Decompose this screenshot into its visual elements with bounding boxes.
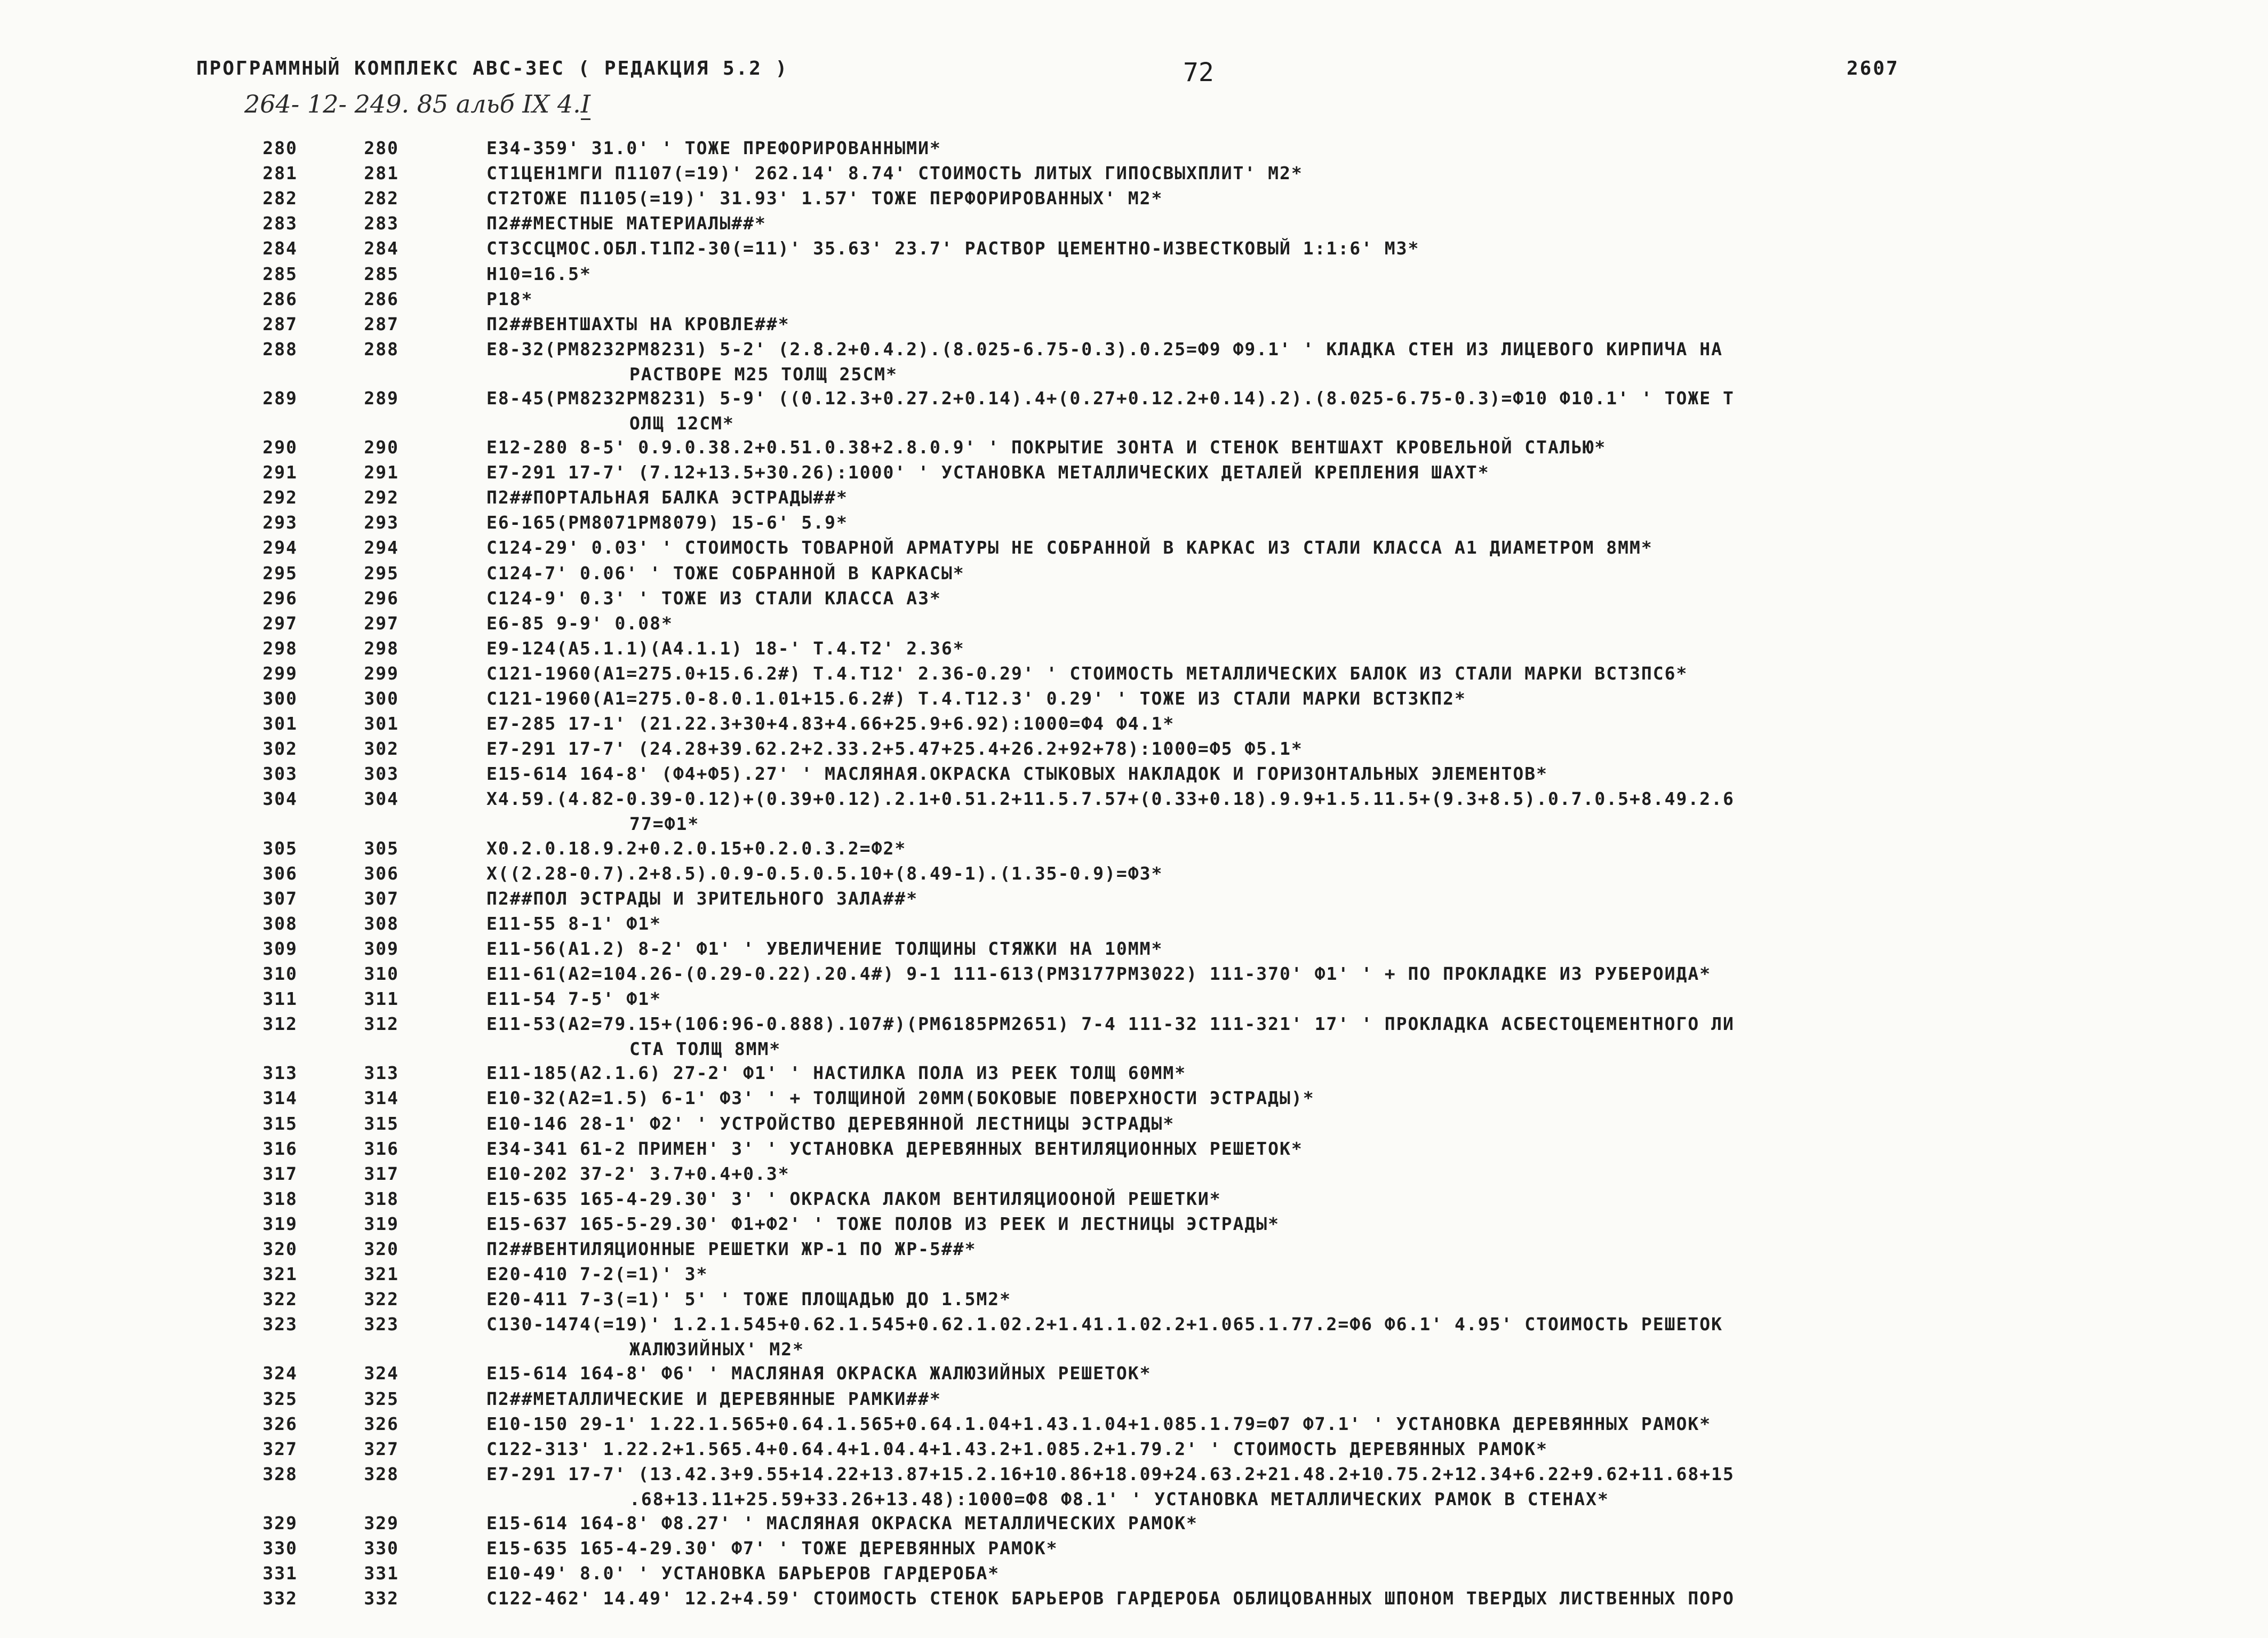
statement-text: Е8-45(РМ8232РМ8231) 5-9' ((0.12.3+0.27.2+0.14).4+(0.27+0.12.2+0.14).2).(8.025-6.75-0.3)=Ф10 Ф10.1' ' ТОЖЕ Т: [486, 387, 1735, 409]
statement-number: 286: [364, 288, 399, 309]
line-number: 306: [262, 862, 298, 884]
line-number: 316: [262, 1138, 298, 1159]
line-number: 302: [262, 738, 298, 760]
line-number: 325: [262, 1388, 298, 1409]
statement-text: Е15-614 164-8' (Ф4+Ф5).27' ' МАСЛЯНАЯ.ОКРАСКА СТЫКОВЫХ НАКЛАДОК И ГОРИЗОНТАЛЬНЫХ ЭЛЕМЕНТОВ*: [486, 763, 1548, 785]
line-number: 311: [262, 988, 298, 1010]
line-number: 296: [262, 587, 298, 609]
line-number: 282: [262, 188, 298, 209]
statement-number: 302: [364, 738, 399, 760]
line-number: 292: [262, 487, 298, 508]
statement-number: 299: [364, 662, 399, 684]
line-number: 326: [262, 1413, 298, 1434]
statement-number: 300: [364, 688, 399, 709]
line-number: 285: [262, 263, 298, 284]
statement-number: 327: [364, 1438, 399, 1459]
line-number: 328: [262, 1463, 298, 1484]
statement-text: Е12-280 8-5' 0.9.0.38.2+0.51.0.38+2.8.0.9' ' ПОКРЫТИЕ ЗОНТА И СТЕНОК ВЕНТШАХТ КРОВЕЛЬНОЙ СТАЛЬЮ*: [486, 437, 1607, 458]
statement-number: 303: [364, 763, 399, 785]
statement-text: Е7-285 17-1' (21.22.3+30+4.83+4.66+25.9+6.92):1000=Ф4 Ф4.1*: [486, 713, 1175, 734]
statement-number: 314: [364, 1088, 399, 1109]
line-number: 298: [262, 637, 298, 659]
statement-text: СТ2ТОЖЕ П1105(=19)' 31.93' 1.57' ТОЖЕ ПЕРФОРИРОВАННЫХ' М2*: [486, 188, 1163, 209]
statement-text: С122-462' 14.49' 12.2+4.59' СТОИМОСТЬ СТЕНОК БАРЬЕРОВ ГАРДЕРОБА ОБЛИЦОВАННЫХ ШПОНОМ ТВЕРДЫХ ЛИСТВЕННЫХ ПОРО: [486, 1588, 1735, 1609]
statement-text: Е10-202 37-2' 3.7+0.4+0.3*: [486, 1163, 790, 1184]
statement-number: 323: [364, 1314, 399, 1335]
statement-number: 330: [364, 1538, 399, 1559]
line-number: 324: [262, 1363, 298, 1384]
statement-text: Е7-291 17-7' (13.42.3+9.55+14.22+13.87+15.2.16+10.86+18.09+24.63.2+21.48.2+10.75.2+12.34+6.22+9.62+11.68+15: [486, 1463, 1735, 1484]
statement-text: С130-1474(=19)' 1.2.1.545+0.62.1.545+0.62.1.02.2+1.41.1.02.2+1.065.1.77.2=Ф6 Ф6.1' 4.95' СТОИМОСТЬ РЕШЕТОК: [486, 1314, 1723, 1335]
page-number: 72: [1183, 58, 1214, 87]
statement-continuation: .68+13.11+25.59+33.26+13.48):1000=Ф8 Ф8.1' ' УСТАНОВКА МЕТАЛЛИЧЕСКИХ РАМОК В СТЕНАХ*: [629, 1488, 1609, 1509]
statement-number: 285: [364, 263, 399, 284]
line-number: 280: [262, 138, 298, 158]
statement-continuation: СТА ТОЛЩ 8ММ*: [629, 1038, 781, 1060]
statement-number: 305: [364, 837, 399, 859]
statement-number: 316: [364, 1138, 399, 1159]
statement-text: Е6-85 9-9' 0.08*: [486, 612, 673, 634]
statement-number: 329: [364, 1512, 399, 1533]
statement-text: Е15-614 164-8' Ф6' ' МАСЛЯНАЯ ОКРАСКА ЖАЛЮЗИЙНЫХ РЕШЕТОК*: [486, 1363, 1152, 1384]
line-number: 288: [262, 338, 298, 359]
line-number: 330: [262, 1538, 298, 1559]
line-number: 299: [262, 662, 298, 684]
statement-text: Е7-291 17-7' (24.28+39.62.2+2.33.2+5.47+25.4+26.2+92+78):1000=Ф5 Ф5.1*: [486, 738, 1303, 760]
statement-text: Х((2.28-0.7).2+8.5).0.9-0.5.0.5.10+(8.49-1).(1.35-0.9)=Ф3*: [486, 862, 1163, 884]
line-number: 300: [262, 688, 298, 709]
handwritten-note: [244, 90, 590, 118]
statement-number: 292: [364, 487, 399, 508]
line-number: 312: [262, 1013, 298, 1035]
statement-number: 318: [364, 1188, 399, 1209]
statement-text: Е10-32(А2=1.5) 6-1' Ф3' ' + ТОЛЩИНОЙ 20ММ(БОКОВЫЕ ПОВЕРХНОСТИ ЭСТРАДЫ)*: [486, 1088, 1315, 1109]
statement-text: С121-1960(А1=275.0-8.0.1.01+15.6.2#) Т.4.Т12.3' 0.29' ' ТОЖЕ ИЗ СТАЛИ МАРКИ ВСТ3КП2*: [486, 688, 1466, 709]
statement-number: 290: [364, 437, 399, 458]
statement-text: П2##ВЕНТШАХТЫ НА КРОВЛЕ##*: [486, 313, 790, 334]
statement-number: 283: [364, 213, 399, 234]
line-number: 315: [262, 1113, 298, 1134]
statement-text: Е11-54 7-5' Ф1*: [486, 988, 662, 1010]
statement-text: С124-9' 0.3' ' ТОЖЕ ИЗ СТАЛИ КЛАССА А3*: [486, 587, 941, 609]
line-number: 309: [262, 938, 298, 959]
statement-number: 326: [364, 1413, 399, 1434]
statement-number: 284: [364, 238, 399, 259]
statement-text: Н10=16.5*: [486, 263, 592, 284]
line-number: 301: [262, 713, 298, 734]
line-number: 318: [262, 1188, 298, 1209]
statement-number: 315: [364, 1113, 399, 1134]
line-number: 294: [262, 537, 298, 558]
line-number: 327: [262, 1438, 298, 1459]
statement-number: 297: [364, 612, 399, 634]
statement-number: 307: [364, 888, 399, 909]
statement-number: 295: [364, 562, 399, 584]
statement-text: Е20-410 7-2(=1)' 3*: [486, 1264, 708, 1285]
line-number: 289: [262, 387, 298, 409]
statement-text: СТ1ЦЕН1МГИ П1107(=19)' 262.14' 8.74' СТОИМОСТЬ ЛИТЫХ ГИПОСВЫХПЛИТ' М2*: [486, 163, 1303, 184]
statement-text: П2##ВЕНТИЛЯЦИОННЫЕ РЕШЕТКИ ЖР-1 ПО ЖР-5##*: [486, 1239, 977, 1259]
statement-number: 293: [364, 512, 399, 533]
statement-continuation: ОЛЩ 12СМ*: [629, 412, 734, 434]
document-number: 2607: [1847, 58, 1899, 79]
statement-text: С121-1960(А1=275.0+15.6.2#) Т.4.Т12' 2.36-0.29' ' СТОИМОСТЬ МЕТАЛЛИЧЕСКИХ БАЛОК ИЗ СТАЛИ МАРКИ ВСТ3ПС6*: [486, 662, 1688, 684]
statement-text: Е20-411 7-3(=1)' 5' ' ТОЖЕ ПЛОЩАДЬЮ ДО 1.5М2*: [486, 1289, 1012, 1310]
handwritten-note-mark: I: [581, 90, 590, 120]
statement-number: 280: [364, 138, 399, 158]
statement-number: 304: [364, 788, 399, 810]
statement-text: СТ3ССЦМОС.ОБЛ.Т1П2-30(=11)' 35.63' 23.7' РАСТВОР ЦЕМЕНТНО-ИЗВЕСТКОВЫЙ 1:1:6' М3*: [486, 238, 1420, 259]
statement-text: С124-7' 0.06' ' ТОЖЕ СОБРАННОЙ В КАРКАСЫ*: [486, 562, 965, 584]
statement-number: 312: [364, 1013, 399, 1035]
line-number: 291: [262, 462, 298, 483]
line-number: 308: [262, 913, 298, 934]
statement-text: П2##МЕСТНЫЕ МАТЕРИАЛЫ##*: [486, 213, 766, 234]
statement-text: Е10-49' 8.0' ' УСТАНОВКА БАРЬЕРОВ ГАРДЕРОБА*: [486, 1563, 1000, 1584]
statement-text: Е15-635 165-4-29.30' 3' ' ОКРАСКА ЛАКОМ ВЕНТИЛЯЦИООНОЙ РЕШЕТКИ*: [486, 1188, 1221, 1209]
statement-text: Е15-635 165-4-29.30' Ф7' ' ТОЖЕ ДЕРЕВЯННЫХ РАМОК*: [486, 1538, 1058, 1559]
statement-number: 319: [364, 1213, 399, 1234]
statement-number: 308: [364, 913, 399, 934]
line-number: 295: [262, 562, 298, 584]
statement-text: Е11-55 8-1' Ф1*: [486, 913, 662, 934]
line-number: 329: [262, 1512, 298, 1533]
statement-text: Е10-150 29-1' 1.22.1.565+0.64.1.565+0.64.1.04+1.43.1.04+1.085.1.79=Ф7 Ф7.1' ' УСТАНОВКА ДЕРЕВЯННЫХ РАМОК*: [486, 1413, 1712, 1434]
statement-text: Е11-185(А2.1.6) 27-2' Ф1' ' НАСТИЛКА ПОЛА ИЗ РЕЕК ТОЛЩ 60ММ*: [486, 1062, 1187, 1084]
statement-number: 291: [364, 462, 399, 483]
statement-number: 322: [364, 1289, 399, 1310]
statement-text: Х0.2.0.18.9.2+0.2.0.15+0.2.0.3.2=Ф2*: [486, 837, 907, 859]
statement-text: Х4.59.(4.82-0.39-0.12)+(0.39+0.12).2.1+0.51.2+11.5.7.57+(0.33+0.18).9.9+1.5.11.5+(9.3+8.5).0.7.0.5+8.49.2.6: [486, 788, 1735, 810]
statement-number: 298: [364, 637, 399, 659]
statement-number: 321: [364, 1264, 399, 1285]
statement-continuation: ЖАЛЮЗИЙНЫХ' М2*: [629, 1339, 805, 1360]
line-number: 303: [262, 763, 298, 785]
line-number: 305: [262, 837, 298, 859]
line-number: 317: [262, 1163, 298, 1184]
line-number: 293: [262, 512, 298, 533]
line-number: 319: [262, 1213, 298, 1234]
line-number: 331: [262, 1563, 298, 1584]
statement-number: 281: [364, 163, 399, 184]
line-number: 284: [262, 238, 298, 259]
line-number: 307: [262, 888, 298, 909]
line-number: 332: [262, 1588, 298, 1609]
statement-number: 317: [364, 1163, 399, 1184]
line-number: 304: [262, 788, 298, 810]
statement-number: 313: [364, 1062, 399, 1084]
statement-text: Е15-637 165-5-29.30' Ф1+Ф2' ' ТОЖЕ ПОЛОВ ИЗ РЕЕК И ЛЕСТНИЦЫ ЭСТРАДЫ*: [486, 1213, 1280, 1234]
line-number: 283: [262, 213, 298, 234]
statement-text: П2##ПОРТАЛЬНАЯ БАЛКА ЭСТРАДЫ##*: [486, 487, 848, 508]
statement-text: С122-313' 1.22.2+1.565.4+0.64.4+1.04.4+1.43.2+1.085.2+1.79.2' ' СТОИМОСТЬ ДЕРЕВЯННЫХ РАМОК*: [486, 1438, 1548, 1459]
statement-text: Е9-124(А5.1.1)(А4.1.1) 18-' Т.4.Т2' 2.36*: [486, 637, 965, 659]
statement-text: Е34-359' 31.0' ' ТОЖЕ ПРЕФОРИРОВАННЫМИ*: [486, 138, 941, 158]
statement-number: 306: [364, 862, 399, 884]
statement-number: 324: [364, 1363, 399, 1384]
statement-text: Е7-291 17-7' (7.12+13.5+30.26):1000' ' УСТАНОВКА МЕТАЛЛИЧЕСКИХ ДЕТАЛЕЙ КРЕПЛЕНИЯ ШАХТ*: [486, 462, 1490, 483]
statement-text: Е11-61(А2=104.26-(0.29-0.22).20.4#) 9-1 111-613(РМ3177РМ3022) 111-370' Ф1' ' + ПО ПРОКЛАДКЕ ИЗ РУБЕРОИДА*: [486, 963, 1712, 984]
statement-text: Е15-614 164-8' Ф8.27' ' МАСЛЯНАЯ ОКРАСКА МЕТАЛЛИЧЕСКИХ РАМОК*: [486, 1512, 1198, 1533]
statement-number: 320: [364, 1239, 399, 1259]
line-number: 287: [262, 313, 298, 334]
statement-number: 309: [364, 938, 399, 959]
statement-number: 282: [364, 188, 399, 209]
line-number: 320: [262, 1239, 298, 1259]
statement-number: 288: [364, 338, 399, 359]
statement-text: П2##МЕТАЛЛИЧЕСКИЕ И ДЕРЕВЯННЫЕ РАМКИ##*: [486, 1388, 941, 1409]
statement-text: С124-29' 0.03' ' СТОИМОСТЬ ТОВАРНОЙ АРМАТУРЫ НЕ СОБРАННОЙ В КАРКАС ИЗ СТАЛИ КЛАССА А1 ДИАМЕТРОМ 8ММ*: [486, 537, 1653, 558]
statement-number: 287: [364, 313, 399, 334]
statement-text: Р18*: [486, 288, 533, 309]
line-number: 286: [262, 288, 298, 309]
statement-text: П2##ПОЛ ЭСТРАДЫ И ЗРИТЕЛЬНОГО ЗАЛА##*: [486, 888, 919, 909]
statement-number: 331: [364, 1563, 399, 1584]
line-number: 310: [262, 963, 298, 984]
statement-text: Е34-341 61-2 ПРИМЕН' 3' ' УСТАНОВКА ДЕРЕВЯННЫХ ВЕНТИЛЯЦИОННЫХ РЕШЕТОК*: [486, 1138, 1303, 1159]
line-number: 321: [262, 1264, 298, 1285]
line-number: 290: [262, 437, 298, 458]
statement-number: 332: [364, 1588, 399, 1609]
statement-text: Е11-56(А1.2) 8-2' Ф1' ' УВЕЛИЧЕНИЕ ТОЛЩИНЫ СТЯЖКИ НА 10ММ*: [486, 938, 1163, 959]
statement-number: 294: [364, 537, 399, 558]
line-number: 323: [262, 1314, 298, 1335]
statement-number: 328: [364, 1463, 399, 1484]
statement-number: 311: [364, 988, 399, 1010]
statement-number: 325: [364, 1388, 399, 1409]
statement-number: 301: [364, 713, 399, 734]
line-number: 322: [262, 1289, 298, 1310]
statement-continuation: 77=Ф1*: [629, 813, 700, 835]
statement-text: Е6-165(РМ8071РМ8079) 15-6' 5.9*: [486, 512, 848, 533]
statement-continuation: РАСТВОРЕ М25 ТОЛЩ 25СМ*: [629, 363, 898, 385]
statement-text: Е11-53(А2=79.15+(106:96-0.888).107#)(РМ6185РМ2651) 7-4 111-32 111-321' 17' ' ПРОКЛАДКА АСБЕСТОЦЕМЕНТНОГО ЛИ: [486, 1013, 1735, 1035]
line-number: 314: [262, 1088, 298, 1109]
statement-number: 289: [364, 387, 399, 409]
line-number: 297: [262, 612, 298, 634]
statement-text: Е10-146 28-1' Ф2' ' УСТРОЙСТВО ДЕРЕВЯННОЙ ЛЕСТНИЦЫ ЭСТРАДЫ*: [486, 1113, 1175, 1134]
statement-number: 310: [364, 963, 399, 984]
line-number: 281: [262, 163, 298, 184]
program-header: ПРОГРАММНЫЙ КОМПЛЕКС АВС-ЗЕС ( РЕДАКЦИЯ 5.2 ): [196, 58, 789, 79]
statement-text: Е8-32(РМ8232РМ8231) 5-2' (2.8.2+0.4.2).(8.025-6.75-0.3).0.25=Ф9 Ф9.1' ' КЛАДКА СТЕН ИЗ ЛИЦЕВОГО КИРПИЧА НА: [486, 338, 1723, 359]
statement-number: 296: [364, 587, 399, 609]
line-number: 313: [262, 1062, 298, 1084]
handwritten-note-text: 264- 12- 249. 85 альб IX 4.: [244, 90, 581, 118]
